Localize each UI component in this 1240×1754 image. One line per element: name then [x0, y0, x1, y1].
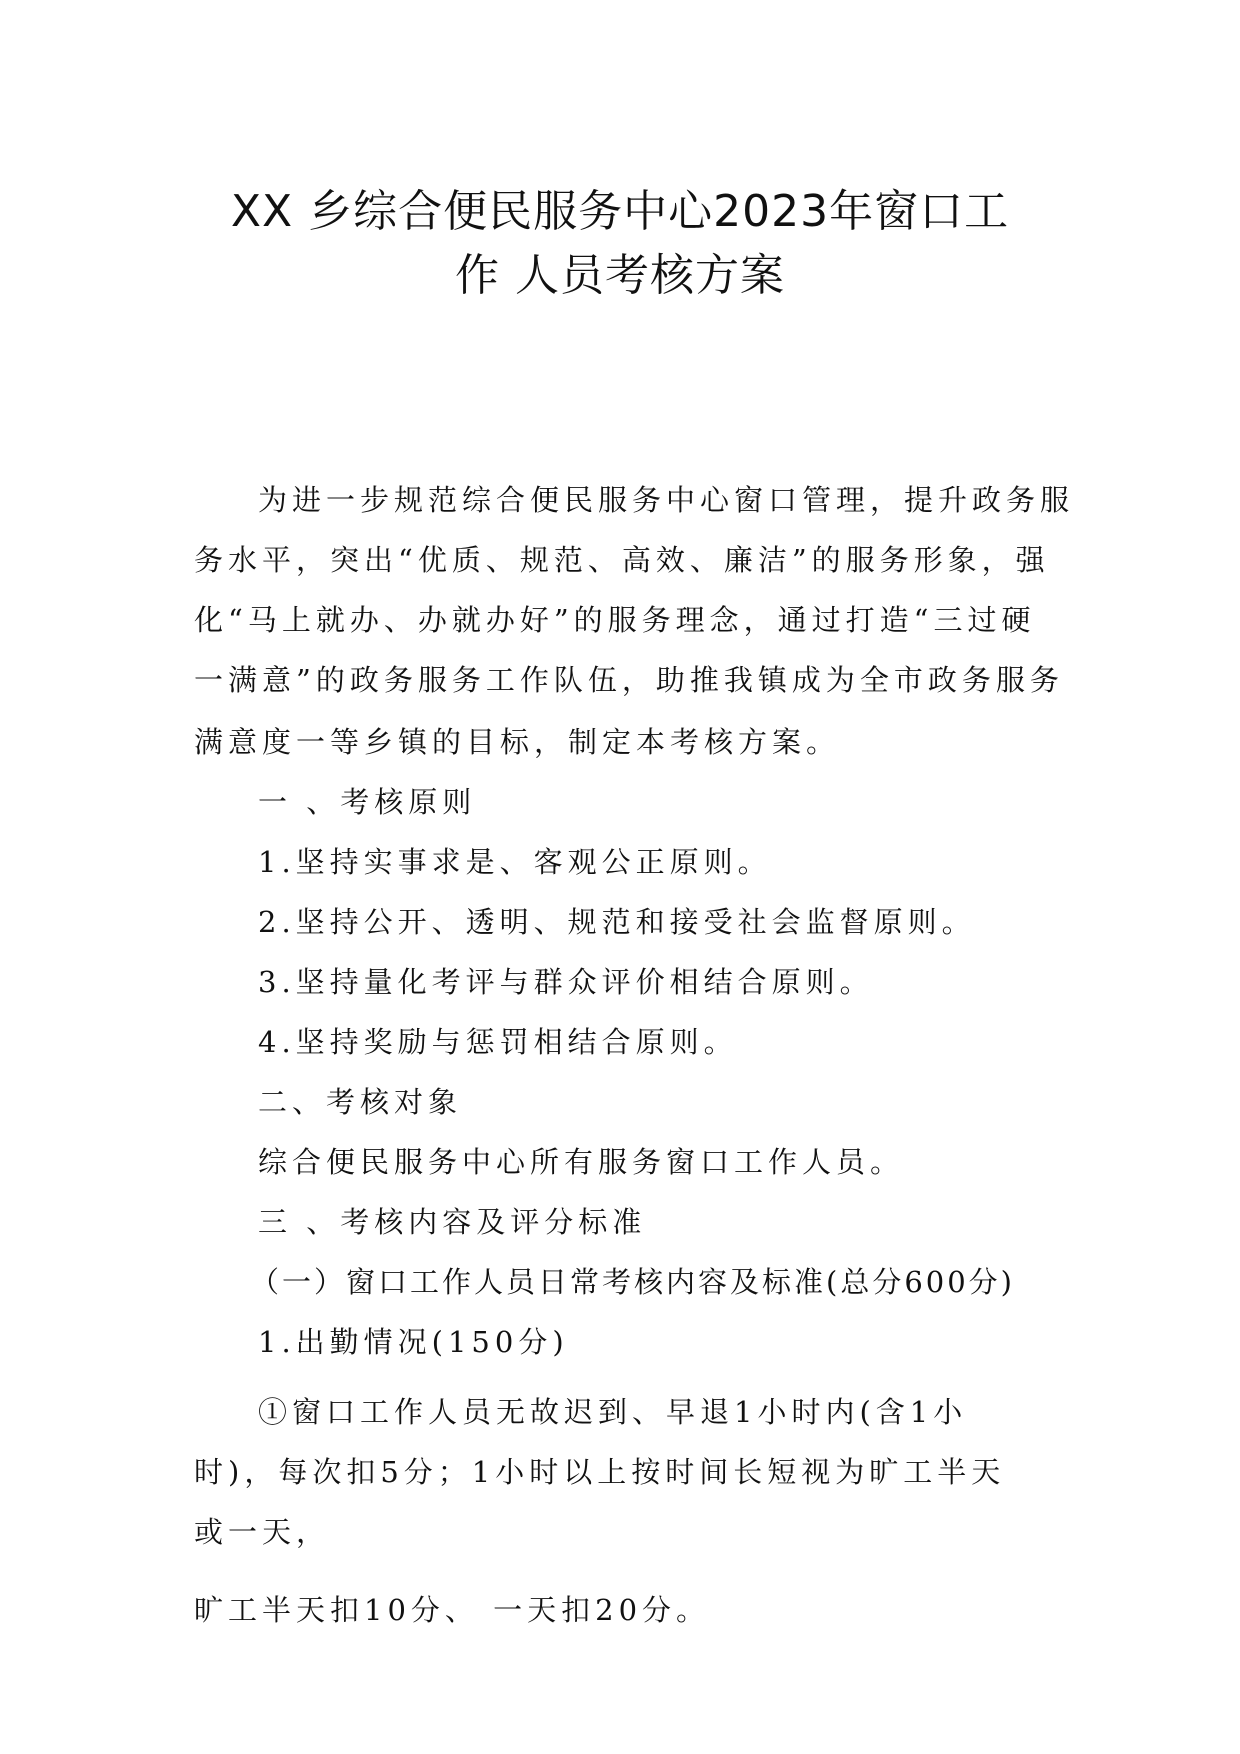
- principle-item-2: 2.坚持公开、透明、规范和接受社会监督原则。: [258, 905, 976, 939]
- intro-line-1: 为进一步规范综合便民服务中心窗口管理，提升政务服: [258, 483, 1075, 517]
- document-title-line2: 作 人员考核方案: [455, 250, 785, 301]
- intro-line-5: 满意度一等乡镇的目标，制定本考核方案。: [194, 725, 841, 759]
- principle-item-3: 3.坚持量化考评与群众评价相结合原则。: [258, 965, 874, 999]
- attendance-rule-line-3: 或一天，: [194, 1515, 331, 1549]
- document-title-line1: XX 乡综合便民服务中心2023年窗口工: [230, 186, 1010, 237]
- intro-line-3: 化“马上就办、办就办好”的服务理念，通过打造“三过硬: [194, 603, 1036, 637]
- attendance-rule-line-2: 时)，每次扣5分；1小时以上按时间长短视为旷工半天: [194, 1455, 1006, 1489]
- section3-heading: 三 、考核内容及评分标准: [258, 1205, 647, 1239]
- principle-item-4: 4.坚持奖励与惩罚相结合原则。: [258, 1025, 738, 1059]
- section2-body: 综合便民服务中心所有服务窗口工作人员。: [258, 1145, 905, 1179]
- section1-heading: 一 、考核原则: [258, 785, 477, 819]
- principle-item-1: 1.坚持实事求是、客观公正原则。: [258, 845, 772, 879]
- section3-subheading: （一）窗口工作人员日常考核内容及标准(总分600分): [250, 1265, 1015, 1299]
- section3-item-1: 1.出勤情况(150分): [258, 1325, 569, 1359]
- attendance-rule-line-1: ①窗口工作人员无故迟到、早退1小时内(含1小: [258, 1395, 968, 1429]
- intro-line-2: 务水平，突出“优质、规范、高效、廉洁”的服务形象，强: [194, 543, 1050, 577]
- attendance-rule-tail: 旷工半天扣10分、 一天扣20分。: [194, 1593, 711, 1627]
- intro-line-4: 一满意”的政务服务工作队伍，助推我镇成为全市政务服务: [194, 663, 1064, 697]
- section2-heading: 二、考核对象: [258, 1085, 463, 1119]
